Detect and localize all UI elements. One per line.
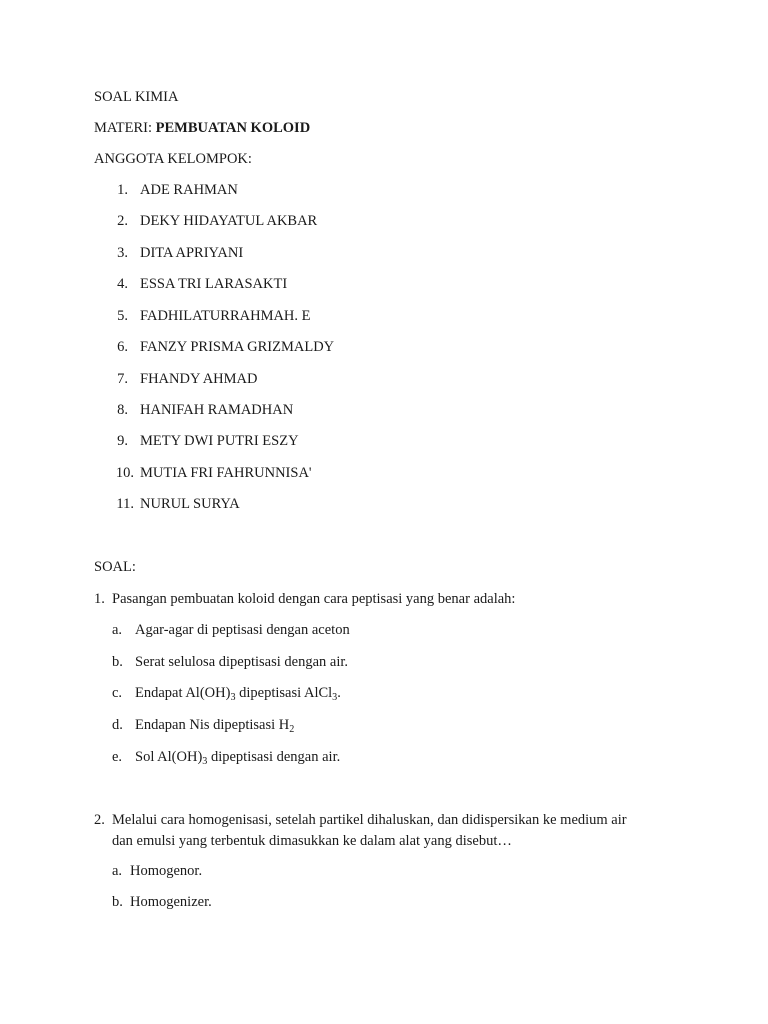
question-text: Pasangan pembuatan koloid dengan cara peptisasi yang benar adalah: xyxy=(112,591,516,607)
member-name: METY DWI PUTRI ESZY xyxy=(140,433,299,449)
option-letter: c. xyxy=(112,685,123,701)
soal-heading: SOAL: xyxy=(94,559,136,575)
member-number: 10. xyxy=(115,465,134,481)
option-text: Homogenizer. xyxy=(130,894,212,910)
member-number: 1. xyxy=(117,182,128,198)
option-letter: e. xyxy=(112,749,123,765)
materi-label: MATERI: xyxy=(94,120,156,136)
materi-line xyxy=(94,119,310,137)
option-letter: d. xyxy=(112,717,123,733)
question-number: 1. xyxy=(94,591,105,607)
option-text: Endapan Nis dipeptisasi $H_2$ xyxy=(135,717,295,735)
question-text-line1: Melalui cara homogenisasi, setelah partikel dihaluskan, dan didispersikan ke medium air xyxy=(112,812,627,828)
member-name: ESSA TRI LARASAKTI xyxy=(140,276,288,292)
member-name: MUTIA FRI FAHRUNNISA' xyxy=(140,465,312,481)
option-text: Homogenor. xyxy=(130,863,203,879)
member-name: NURUL SURYA xyxy=(140,496,240,512)
option-letter: b. xyxy=(112,894,123,910)
option-text: Sol $Al(OH)_3$ dipeptisasi dengan air. xyxy=(135,749,341,767)
member-name: FADHILATURRAHMAH. E xyxy=(140,308,311,324)
question-text-line2: dan emulsi yang terbentuk dimasukkan ke dalam alat yang disebut… xyxy=(112,833,512,849)
option-text: Agar-agar di peptisasi dengan aceton xyxy=(135,622,350,638)
member-number: 3. xyxy=(117,245,128,261)
member-name: DITA APRIYANI xyxy=(140,245,244,261)
member-name: DEKY HIDAYATUL AKBAR xyxy=(140,213,318,229)
member-name: FHANDY AHMAD xyxy=(140,371,258,387)
member-number: 7. xyxy=(117,371,128,387)
member-number: 9. xyxy=(117,433,128,449)
doc-title: SOAL KIMIA xyxy=(94,89,179,105)
member-number: 8. xyxy=(117,402,128,418)
option-letter: b. xyxy=(112,654,123,670)
member-number: 4. xyxy=(117,276,128,292)
option-letter: a. xyxy=(112,622,123,638)
member-name: FANZY PRISMA GRIZMALDY xyxy=(140,339,335,355)
question-number: 2. xyxy=(94,812,105,828)
member-number: 2. xyxy=(117,213,128,229)
member-number: 6. xyxy=(117,339,128,355)
member-number: 11. xyxy=(116,496,134,512)
member-name: HANIFAH RAMADHAN xyxy=(140,402,294,418)
option-letter: a. xyxy=(112,863,123,879)
option-text: Endapat $Al(OH)_3$ dipeptisasi AlCl$_3$. xyxy=(135,685,341,703)
option-text: Serat selulosa dipeptisasi dengan air. xyxy=(135,654,349,670)
member-number: 5. xyxy=(117,308,128,324)
member-name: ADE RAHMAN xyxy=(140,182,238,198)
anggota-label: ANGGOTA KELOMPOK: xyxy=(94,151,252,167)
materi-value: PEMBUATAN KOLOID xyxy=(155,120,311,136)
